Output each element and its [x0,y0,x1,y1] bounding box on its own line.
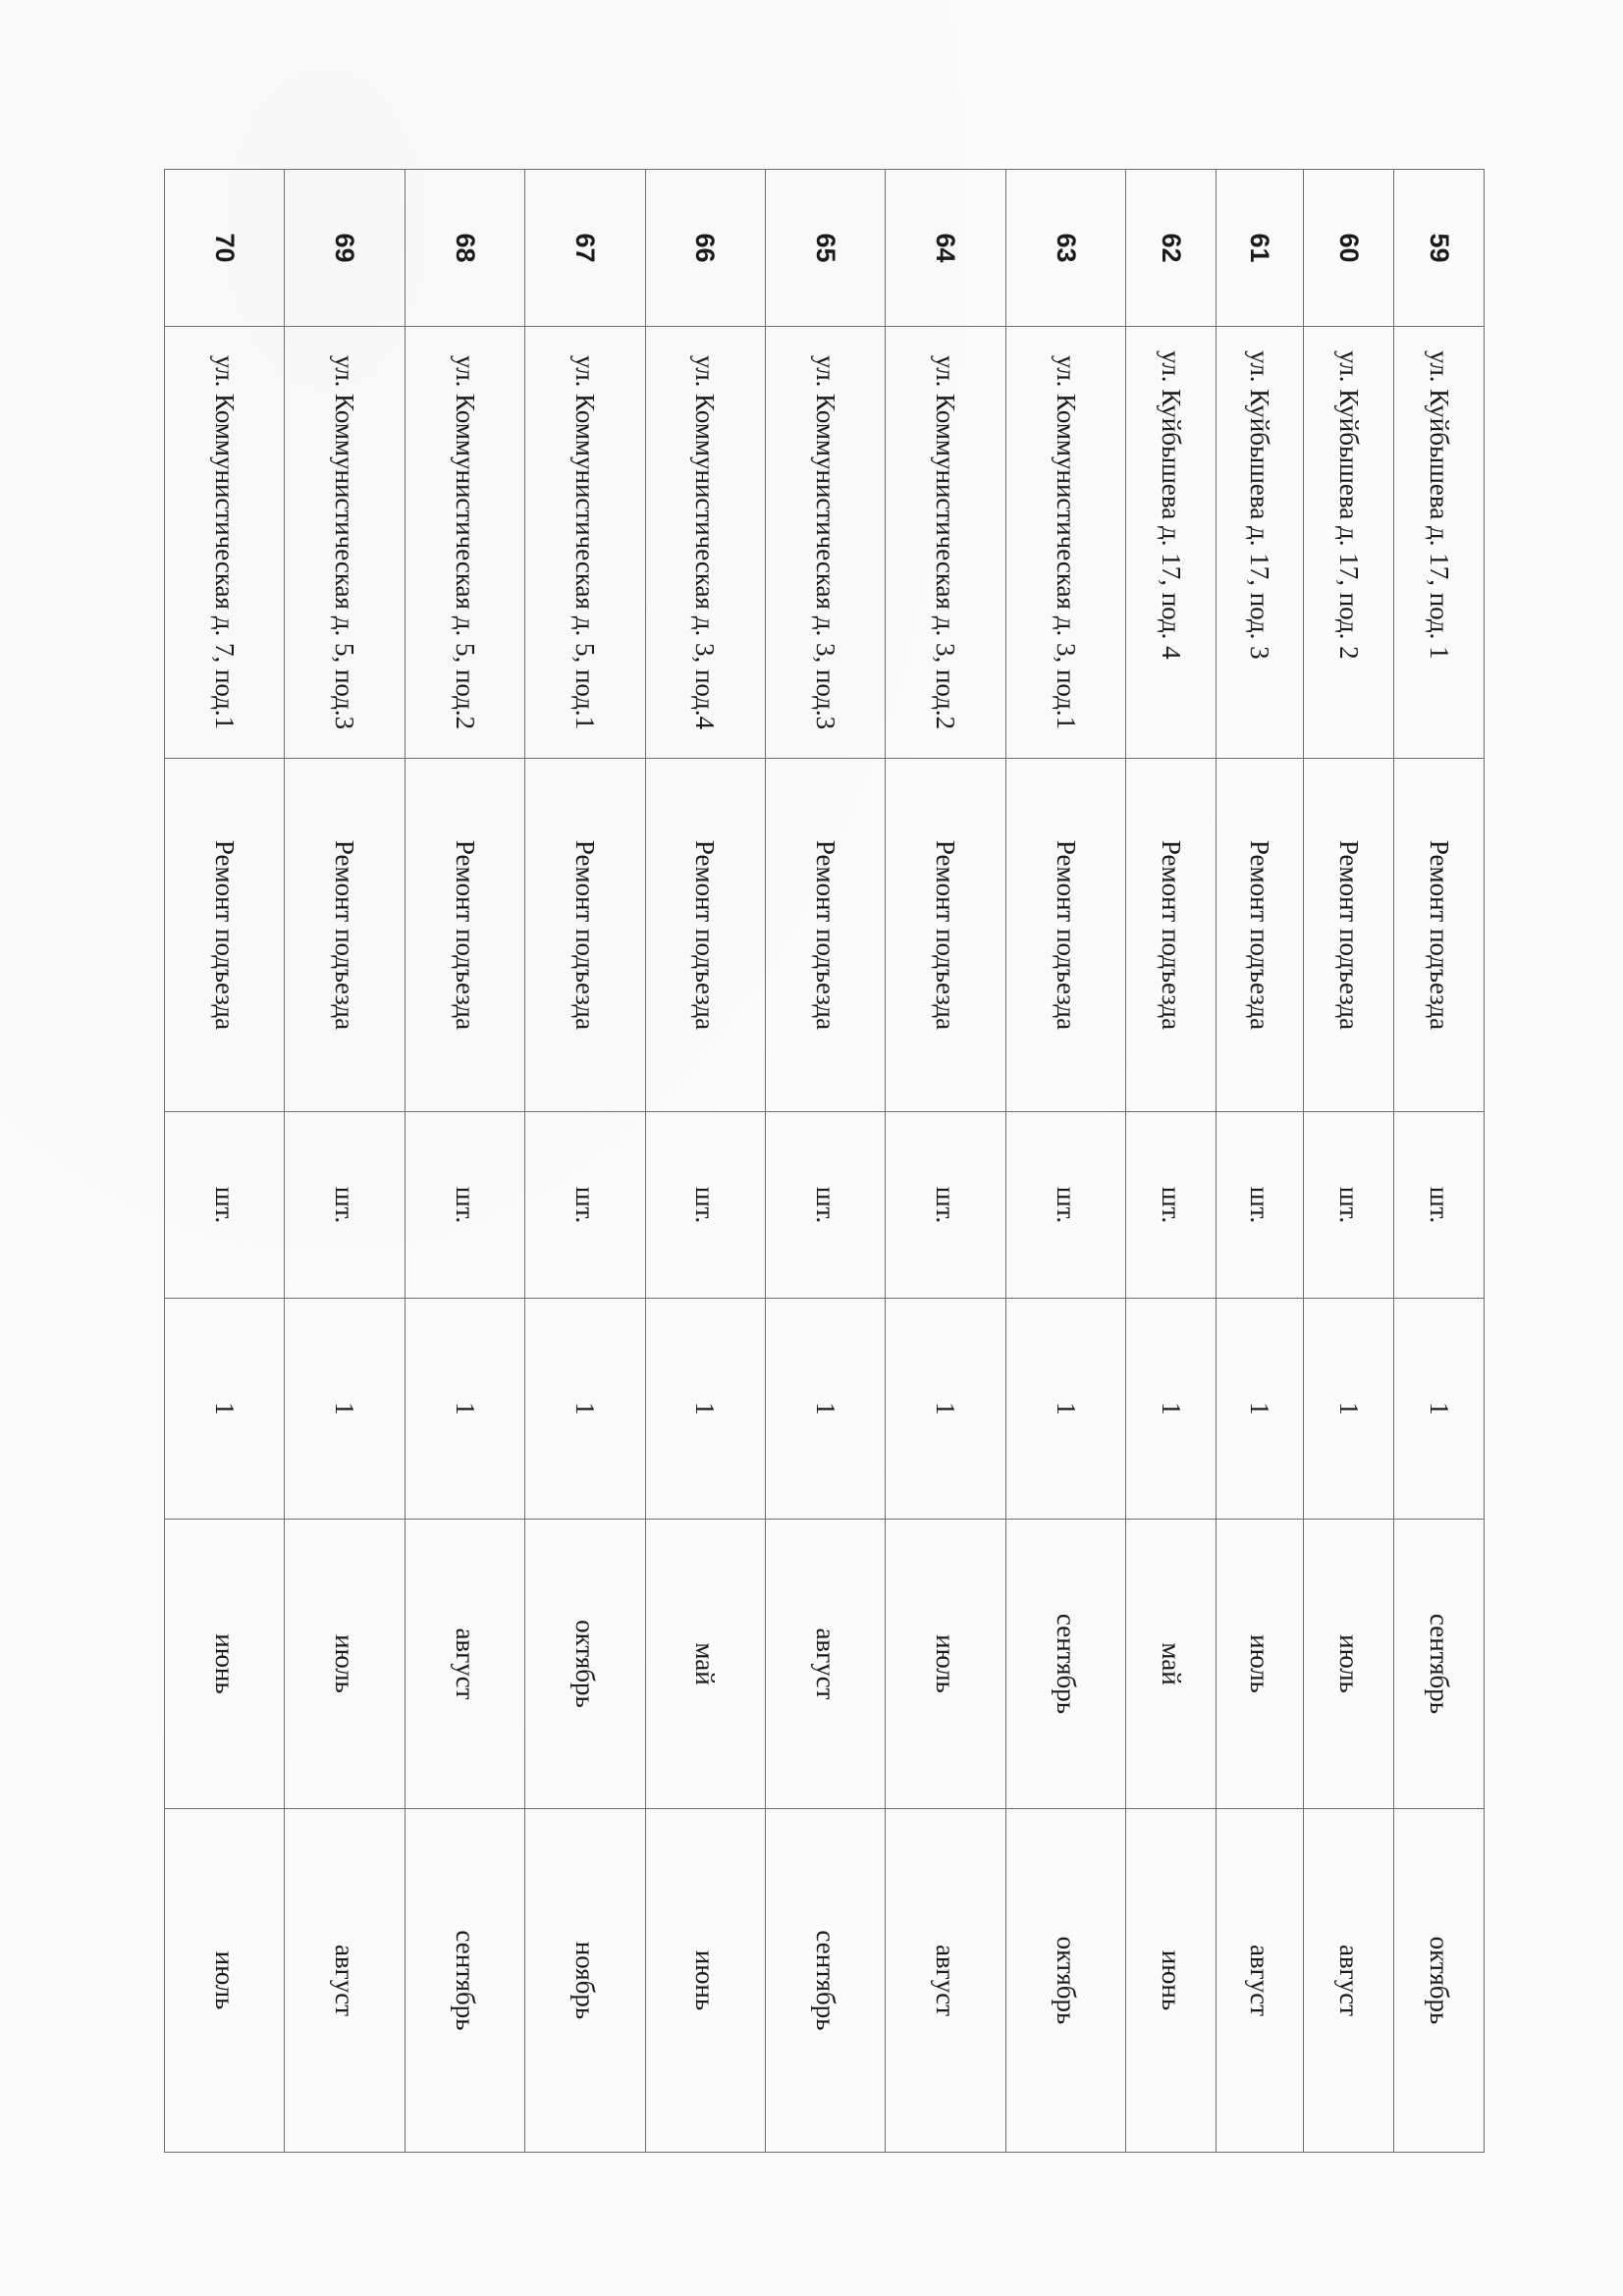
quantity-cell: 1 [1393,1299,1484,1520]
work-type-cell: Ремонт подъезда [285,759,405,1112]
work-type-cell: Ремонт подъезда [405,759,524,1112]
start-month-cell: октябрь [525,1520,645,1809]
quantity-cell: 1 [1217,1299,1304,1520]
table-row [1393,170,1484,2153]
quantity-cell: 1 [765,1299,885,1520]
end-month-cell: октябрь [1393,1809,1484,2153]
address-cell: ул. Куйбышева д. 17, под. 4 [1126,327,1217,759]
start-month-cell: сентябрь [1005,1520,1125,1809]
end-month-cell: август [1217,1809,1304,2153]
unit-cell: шт. [405,1112,524,1299]
quantity-cell: 1 [645,1299,765,1520]
table-row [1126,170,1217,2153]
table-row [765,170,885,2153]
quantity-cell: 1 [886,1299,1005,1520]
start-month-cell: сентябрь [1393,1520,1484,1809]
unit-cell: шт. [886,1112,1005,1299]
end-month-cell: октябрь [1005,1809,1125,2153]
address-cell: ул. Коммунистическая д. 3, под.3 [765,327,885,759]
address-cell: ул. Коммунистическая д. 3, под.2 [886,327,1005,759]
work-type-cell: Ремонт подъезда [1217,759,1304,1112]
address-cell: ул. Куйбышева д. 17, под. 3 [1217,327,1304,759]
schedule-table-rotated [164,169,1485,2152]
unit-cell: шт. [645,1112,765,1299]
quantity-cell: 1 [1126,1299,1217,1520]
table-row [405,170,524,2153]
row-number: 68 [405,170,524,327]
address-cell: ул. Коммунистическая д. 7, под.1 [165,327,286,759]
schedule-table [164,169,1485,2153]
address-cell: ул. Коммунистическая д. 5, под.1 [525,327,645,759]
end-month-cell: ноябрь [525,1809,645,2153]
table-row [525,170,645,2153]
end-month-cell: июнь [645,1809,765,2153]
start-month-cell: май [645,1520,765,1809]
unit-cell: шт. [1393,1112,1484,1299]
row-number: 67 [525,170,645,327]
unit-cell: шт. [285,1112,405,1299]
row-number: 63 [1005,170,1125,327]
end-month-cell: август [1303,1809,1393,2153]
row-number: 70 [165,170,286,327]
row-number: 62 [1126,170,1217,327]
unit-cell: шт. [1303,1112,1393,1299]
end-month-cell: август [886,1809,1005,2153]
unit-cell: шт. [1126,1112,1217,1299]
quantity-cell: 1 [405,1299,524,1520]
work-type-cell: Ремонт подъезда [165,759,286,1112]
work-type-cell: Ремонт подъезда [1303,759,1393,1112]
table-body [165,170,1485,2153]
unit-cell: шт. [165,1112,286,1299]
start-month-cell: июль [1303,1520,1393,1809]
row-number: 64 [886,170,1005,327]
row-number: 59 [1393,170,1484,327]
unit-cell: шт. [1005,1112,1125,1299]
end-month-cell: сентябрь [765,1809,885,2153]
start-month-cell: август [765,1520,885,1809]
start-month-cell: июль [285,1520,405,1809]
table-row [645,170,765,2153]
work-type-cell: Ремонт подъезда [525,759,645,1112]
work-type-cell: Ремонт подъезда [886,759,1005,1112]
quantity-cell: 1 [285,1299,405,1520]
work-type-cell: Ремонт подъезда [1393,759,1484,1112]
address-cell: ул. Куйбышева д. 17, под. 2 [1303,327,1393,759]
row-number: 65 [765,170,885,327]
start-month-cell: июль [1217,1520,1304,1809]
work-type-cell: Ремонт подъезда [1126,759,1217,1112]
work-type-cell: Ремонт подъезда [645,759,765,1112]
end-month-cell: июнь [1126,1809,1217,2153]
work-type-cell: Ремонт подъезда [765,759,885,1112]
table-row [285,170,405,2153]
address-cell: ул. Коммунистическая д. 5, под.3 [285,327,405,759]
end-month-cell: июль [165,1809,286,2153]
work-type-cell: Ремонт подъезда [1005,759,1125,1112]
quantity-cell: 1 [1303,1299,1393,1520]
table-row [886,170,1005,2153]
quantity-cell: 1 [525,1299,645,1520]
quantity-cell: 1 [165,1299,286,1520]
address-cell: ул. Коммунистическая д. 3, под.4 [645,327,765,759]
row-number: 61 [1217,170,1304,327]
unit-cell: шт. [1217,1112,1304,1299]
start-month-cell: июнь [165,1520,286,1809]
table-row [1303,170,1393,2153]
end-month-cell: август [285,1809,405,2153]
row-number: 66 [645,170,765,327]
address-cell: ул. Куйбышева д. 17, под. 1 [1393,327,1484,759]
unit-cell: шт. [525,1112,645,1299]
table-row [1005,170,1125,2153]
row-number: 60 [1303,170,1393,327]
start-month-cell: август [405,1520,524,1809]
table-row [1217,170,1304,2153]
start-month-cell: май [1126,1520,1217,1809]
row-number: 69 [285,170,405,327]
address-cell: ул. Коммунистическая д. 5, под.2 [405,327,524,759]
table-row [165,170,286,2153]
end-month-cell: сентябрь [405,1809,524,2153]
quantity-cell: 1 [1005,1299,1125,1520]
unit-cell: шт. [765,1112,885,1299]
address-cell: ул. Коммунистическая д. 3, под.1 [1005,327,1125,759]
start-month-cell: июль [886,1520,1005,1809]
